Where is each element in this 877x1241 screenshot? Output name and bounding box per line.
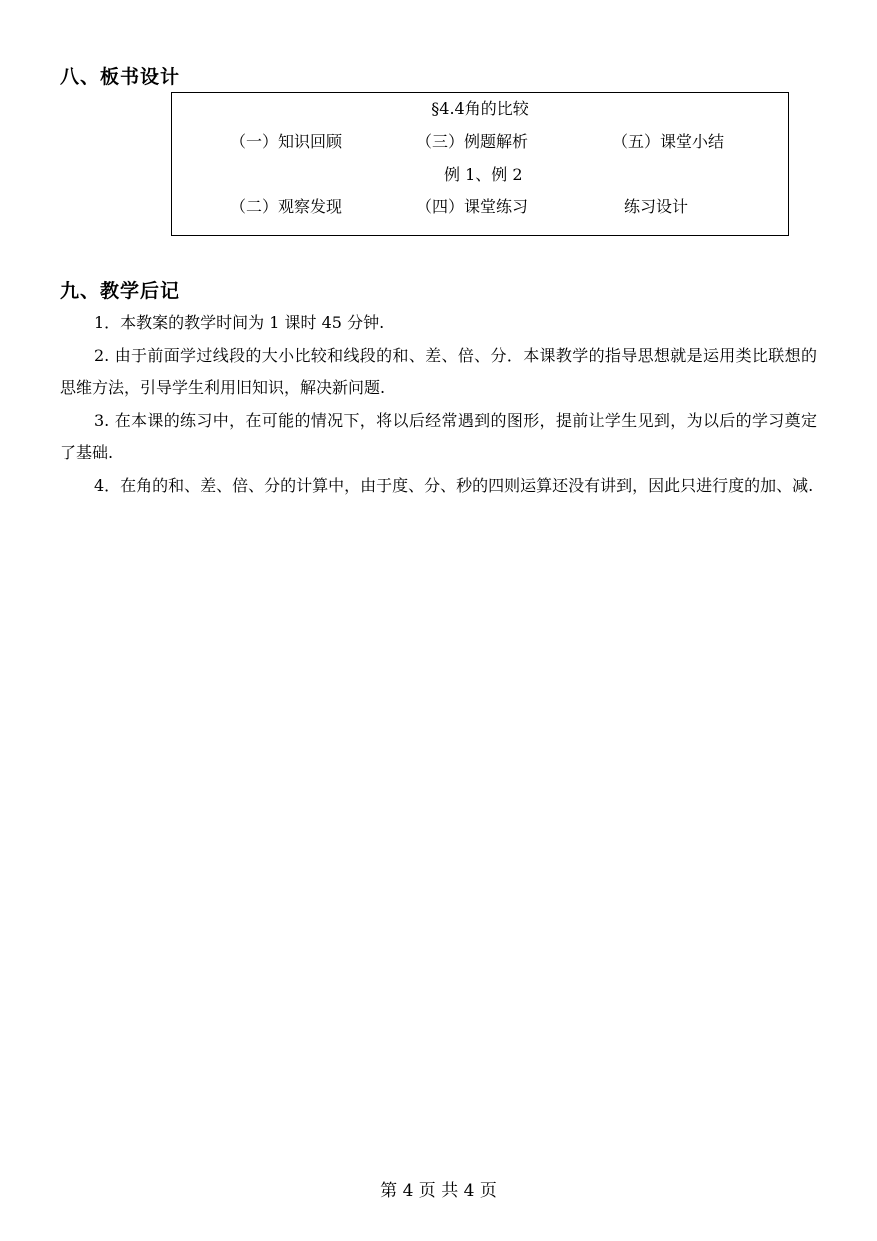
board-title: §4.4角的比较 bbox=[431, 99, 529, 118]
page-number-footer: 第 4 页 共 4 页 bbox=[380, 1181, 497, 1201]
section-heading-board-design: 八、板书设计 bbox=[60, 66, 181, 88]
board-item-review: （一）知识回顾 bbox=[230, 132, 343, 151]
board-item-observe: （二）观察发现 bbox=[230, 197, 343, 216]
board-item-exercise-design: 练习设计 bbox=[624, 197, 689, 216]
note-item-1: 1．本教案的教学时间为 1 课时 45 分钟. bbox=[94, 313, 385, 332]
note-item-2: 2. 由于前面学过线段的大小比较和线段的和、差、倍、分．本课教学的指导思想就是运用类比联想的思维方法，引导学生利用旧知识，解决新问题. bbox=[60, 345, 817, 397]
note-item-4: 4．在角的和、差、倍、分的计算中，由于度、分、秒的四则运算还没有讲到，因此只进行度的加、减. bbox=[94, 475, 814, 495]
board-item-example-list: 例 1、例 2 bbox=[444, 165, 523, 184]
section-heading-teaching-notes: 九、教学后记 bbox=[60, 280, 181, 302]
teaching-notes-list bbox=[60, 307, 817, 502]
note-item-3: 3. 在本课的练习中，在可能的情况下，将以后经常遇到的图形，提前让学生见到，为以后的学习奠定了基础. bbox=[60, 410, 817, 462]
board-design-box bbox=[171, 92, 789, 236]
board-item-practice: （四）课堂练习 bbox=[416, 197, 529, 216]
board-item-examples: （三）例题解析 bbox=[416, 132, 529, 151]
board-item-summary: （五）课堂小结 bbox=[612, 132, 725, 151]
